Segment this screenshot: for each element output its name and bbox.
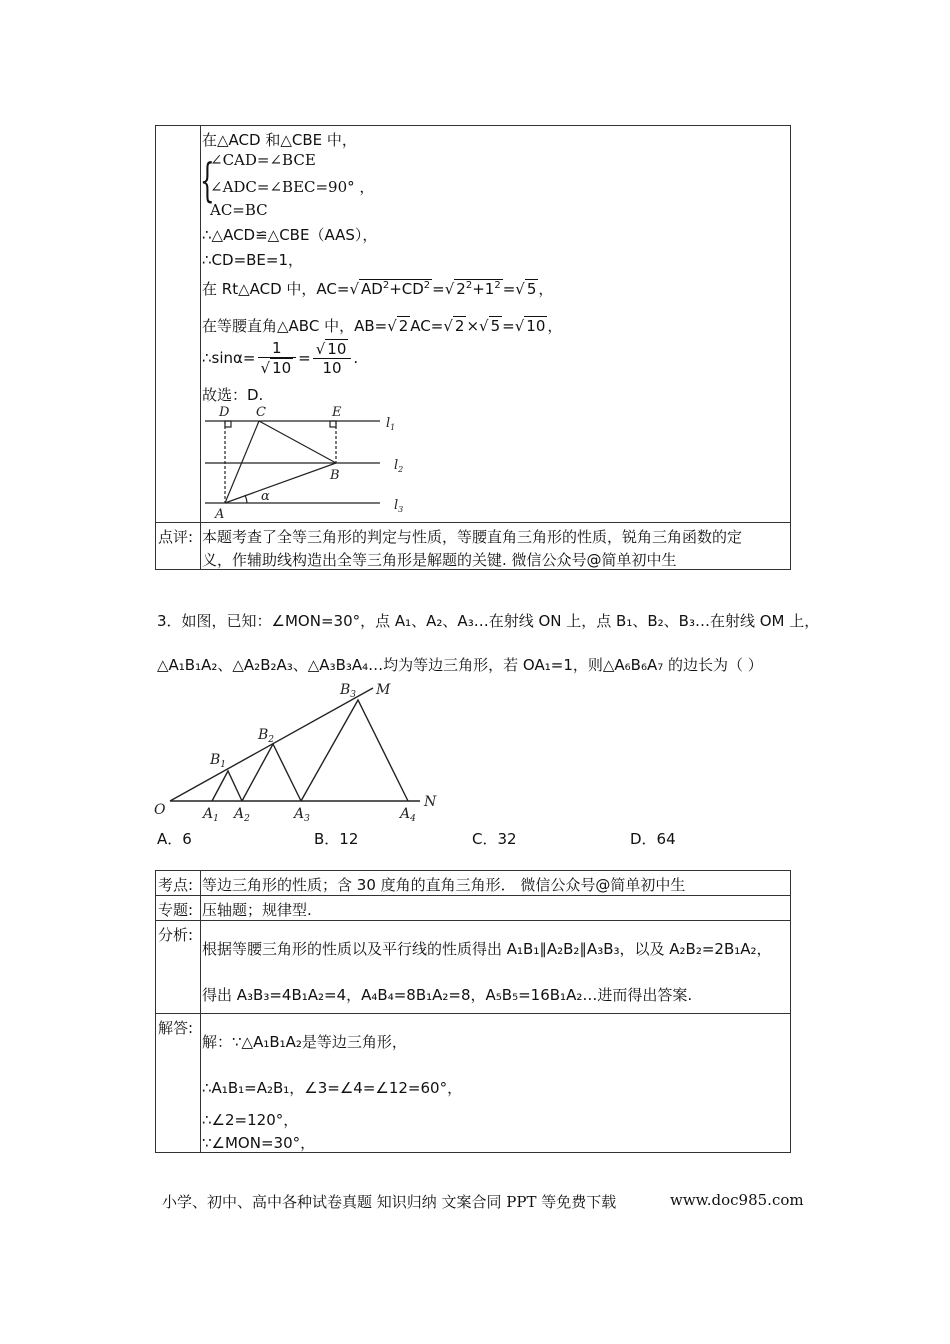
option-b: B．12 (314, 830, 359, 848)
eq-sign: = (502, 317, 515, 335)
box-row-divider (156, 522, 790, 523)
cd-text: +CD (389, 280, 424, 298)
num-radicand: 10 (327, 340, 347, 358)
jieda-line-3: ∴∠2=120°， (202, 1111, 299, 1129)
equilateral-triangles-figure (148, 680, 448, 828)
label-n: N (424, 794, 437, 810)
radical-sign: √ (479, 317, 489, 335)
footer-url[interactable]: www.doc985.com (670, 1191, 804, 1209)
row-divider-3 (156, 1013, 790, 1014)
label-e: E (332, 405, 342, 420)
parallel-lines-figure (195, 402, 420, 520)
segment-cb (259, 421, 336, 463)
radical-sign: √ (349, 280, 359, 298)
jieda-line-2: ∴A₁B₁=A₂B₁，∠3=∠4=∠12=60°， (202, 1079, 463, 1097)
eq-sign: = (432, 280, 445, 298)
radicand-5b: 5 (490, 317, 501, 335)
label-a3: $A_3$ (294, 806, 310, 824)
box-column-divider (200, 871, 201, 1152)
radical-sign: √ (515, 280, 525, 298)
radicand-5: 5 (526, 280, 537, 298)
label-a4: $A_4$ (400, 806, 416, 824)
label-alpha: α (261, 489, 270, 504)
angle-alpha-arc (245, 495, 247, 503)
triangle-a2b2a3 (242, 744, 301, 801)
plus-one-text: +1 (472, 280, 495, 298)
label-b2: $B_2$ (258, 727, 275, 745)
cd-be-line: ∴CD=BE=1， (202, 251, 304, 269)
label-c: C (256, 405, 266, 420)
fraction-1-numerator: 1 (258, 339, 297, 358)
two-text: 2 (456, 280, 466, 298)
label-a1: $A_1$ (203, 806, 219, 824)
system-eq-3: AC=BC (210, 201, 268, 219)
question-line-1: 3．如图，已知：∠MON=30°，点 A₁、A₂、A₃…在射线 ON 上，点 B₁、B₂、B₃…在射线 OM 上， (157, 612, 820, 630)
kaodian-text: 等边三角形的性质；含 30 度角的直角三角形． 微信公众号@简单初中生 (202, 876, 686, 894)
sine-line (202, 336, 358, 380)
zhuanti-text: 压轴题；规律型. (202, 901, 312, 919)
label-a2: $A_2$ (234, 806, 250, 824)
rt-prefix: 在 Rt△ACD 中，AC= (202, 280, 350, 298)
solution-line-1: 在△ACD 和△CBE 中， (202, 131, 357, 149)
isosceles-line (202, 315, 562, 336)
iso-prefix: 在等腰直角△ABC 中，AB= (202, 317, 388, 335)
kaodian-label: 考点: (158, 876, 194, 894)
jieda-line-1: 解：∵△A₁B₁A₂是等边三角形， (202, 1033, 407, 1051)
right-angle-mark-e (330, 421, 336, 427)
radicand-10: 10 (526, 317, 546, 335)
label-l1: $l_1$ (386, 416, 396, 432)
label-o: O (154, 802, 166, 818)
label-b1: $B_1$ (210, 752, 227, 770)
punct: . (353, 349, 359, 367)
segment-ac (225, 421, 259, 503)
system-brace: { (200, 153, 215, 207)
label-a: A (215, 507, 225, 520)
sin-prefix: ∴sinα= (202, 349, 256, 367)
congruence-line: ∴△ACD≌△CBE（AAS）， (202, 226, 378, 244)
fraction-1 (258, 339, 297, 377)
label-l2: $l_2$ (394, 458, 404, 474)
radicand-2-1: $2^2+1^2$ (456, 280, 501, 298)
label-d: D (219, 405, 230, 420)
radicand-2: 2 (398, 317, 409, 335)
fenxi-line-1: 根据等腰三角形的性质以及平行线的性质得出 A₁B₁∥A₂B₂∥A₃B₃，以及 A₂B₂=2B₁A₂， (202, 940, 772, 958)
fraction-2 (313, 339, 352, 377)
footer-promo: 小学、初中、高中各种试卷真题 知识归纳 文案合同 PPT 等免费下载 (162, 1193, 617, 1211)
option-a: A．6 (157, 830, 192, 848)
den-radicand: 10 (272, 359, 292, 377)
system-eq-1: ∠CAD=∠BCE (210, 151, 316, 169)
times-sign: × (466, 317, 480, 335)
label-b: B (330, 468, 340, 483)
radical-sign: √ (514, 317, 525, 335)
fenxi-line-2: 得出 A₃B₃=4B₁A₂=4，A₄B₄=8B₁A₂=8，A₅B₅=16B₁A₂…进而得出答案. (202, 986, 693, 1004)
punct: ， (538, 280, 554, 298)
fraction-2-denominator: 10 (322, 359, 342, 377)
option-c: C．32 (472, 830, 517, 848)
option-d: D．64 (630, 830, 676, 848)
label-l3: $l_3$ (394, 498, 404, 514)
radical-sign: √ (443, 317, 453, 335)
rt-triangle-line (202, 278, 553, 299)
label-b3: $B_3$ (340, 682, 357, 700)
fraction-1-denominator: √ 10 (260, 359, 292, 377)
radical-sign: √ (387, 317, 397, 335)
comment-line-1: 本题考查了全等三角形的判定与性质，等腰直角三角形的性质，锐角三角函数的定 (202, 528, 743, 546)
fraction-2-numerator: √ 10 (313, 339, 352, 359)
radicand-2b: 2 (454, 317, 465, 335)
jieda-line-4: ∵∠MON=30°， (202, 1134, 316, 1152)
answer-line: 故选：D. (202, 386, 264, 404)
eq-sign: = (502, 280, 516, 298)
zhuanti-label: 专题: (158, 901, 194, 919)
comment-line-2: 义，作辅助线构造出全等三角形是解题的关键. 微信公众号@简单初中生 (202, 551, 677, 569)
eq-sign: = (298, 349, 311, 367)
triangle-a3b3a4 (301, 700, 408, 801)
segment-ab (225, 463, 336, 503)
label-m: M (376, 682, 391, 698)
radicand-ad-cd: $AD^2+CD^2$ (361, 280, 431, 298)
comment-label: 点评: (158, 528, 194, 546)
punct: ， (547, 317, 563, 335)
fenxi-label: 分析: (158, 926, 194, 944)
right-angle-mark-d (225, 421, 231, 427)
jieda-label: 解答: (158, 1019, 194, 1037)
row-divider-2 (156, 920, 790, 921)
question-line-2: △A₁B₁A₂、△A₂B₂A₃、△A₃B₃A₄…均为等边三角形，若 OA₁=1，则△A₆B₆A₇ 的边长为（ ） (157, 656, 763, 674)
ad-text: AD (361, 280, 383, 298)
system-eq-2: ∠ADC=∠BEC=90° ， (210, 178, 375, 196)
ac-text: AC= (410, 317, 444, 335)
radical-sign: √ (444, 280, 455, 298)
row-divider-1 (156, 895, 790, 896)
